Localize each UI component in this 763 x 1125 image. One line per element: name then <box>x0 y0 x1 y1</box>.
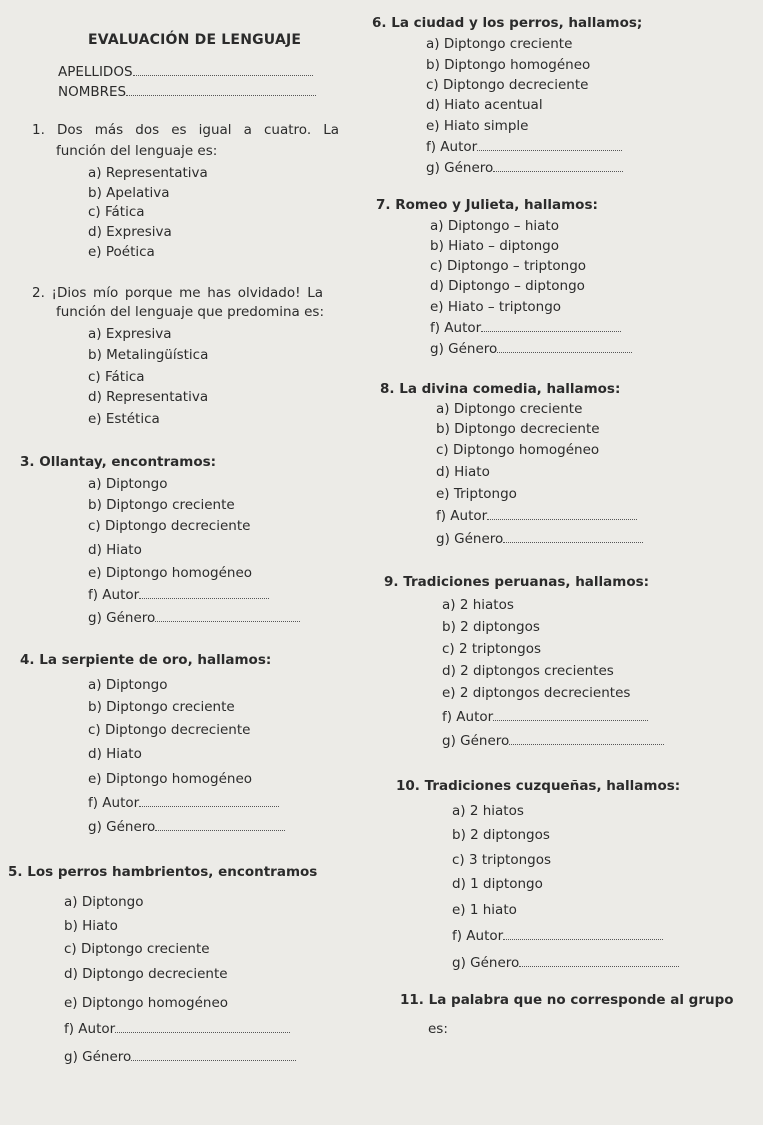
page-title: EVALUACIÓN DE LENGUAJE <box>88 32 302 48</box>
q7-prompt: 7. Romeo y Julieta, hallamos: <box>376 197 598 213</box>
q5-option-g[interactable] <box>64 1048 296 1066</box>
q10-genero-blank[interactable] <box>519 954 679 967</box>
q8-genero-blank[interactable] <box>503 530 643 543</box>
q9-autor-blank[interactable] <box>493 708 648 721</box>
q8-autor-blank[interactable] <box>487 507 637 520</box>
q4-option-e[interactable]: e) Diptongo homogéneo <box>88 771 253 787</box>
q8-option-b[interactable]: b) Diptongo decreciente <box>436 421 600 437</box>
q3-option-f-label: f) Autor <box>88 587 140 603</box>
q4-option-g-label: g) Género <box>88 819 156 835</box>
nombres-field[interactable] <box>58 83 316 101</box>
q3-option-f[interactable] <box>88 586 269 604</box>
q5-option-d[interactable]: d) Diptongo decreciente <box>64 966 228 982</box>
q10-option-c[interactable]: c) 3 triptongos <box>452 852 551 868</box>
q7-option-f[interactable] <box>430 319 621 337</box>
q5-option-b[interactable]: b) Hiato <box>64 918 118 934</box>
q10-option-a[interactable]: a) 2 hiatos <box>452 803 524 819</box>
nombres-blank[interactable] <box>126 83 316 96</box>
q2-prompt-line1: 2. ¡Dios mío porque me has olvidado! La <box>32 285 323 301</box>
q6-option-g-label: g) Género <box>426 160 494 176</box>
q5-option-f[interactable] <box>64 1020 290 1038</box>
q8-option-f-label: f) Autor <box>436 508 488 524</box>
q2-option-a[interactable]: a) Expresiva <box>88 326 172 342</box>
q9-option-g[interactable] <box>442 732 664 750</box>
q6-option-b[interactable]: b) Diptongo homogéneo <box>426 57 591 73</box>
q8-option-g[interactable] <box>436 530 643 548</box>
q6-option-a[interactable]: a) Diptongo creciente <box>426 36 573 52</box>
q10-prompt: 10. Tradiciones cuzqueñas, hallamos: <box>396 778 681 794</box>
q1-option-b[interactable]: b) Apelativa <box>88 185 170 201</box>
q8-option-c[interactable]: c) Diptongo homogéneo <box>436 442 600 458</box>
q10-autor-blank[interactable] <box>503 927 663 940</box>
q10-option-d[interactable]: d) 1 diptongo <box>452 876 543 892</box>
q5-option-f-label: f) Autor <box>64 1021 116 1037</box>
q7-option-g[interactable] <box>430 340 632 358</box>
q4-option-d[interactable]: d) Hiato <box>88 746 142 762</box>
q10-option-f[interactable] <box>452 927 663 945</box>
q7-option-c[interactable]: c) Diptongo – triptongo <box>430 258 587 274</box>
q8-option-d[interactable]: d) Hiato <box>436 464 490 480</box>
q2-option-b[interactable]: b) Metalingüística <box>88 347 209 363</box>
q9-option-c[interactable]: c) 2 triptongos <box>442 641 541 657</box>
q10-option-e[interactable]: e) 1 hiato <box>452 902 517 918</box>
q6-genero-blank[interactable] <box>493 159 623 172</box>
q7-option-e[interactable]: e) Hiato – triptongo <box>430 299 562 315</box>
q1-prompt-line2: función del lenguaje es: <box>56 143 218 159</box>
q6-option-g[interactable] <box>426 159 623 177</box>
q8-prompt: 8. La divina comedia, hallamos: <box>380 381 621 397</box>
q3-option-d[interactable]: d) Hiato <box>88 542 142 558</box>
q3-autor-blank[interactable] <box>139 586 269 599</box>
q8-option-f[interactable] <box>436 507 637 525</box>
q2-option-e[interactable]: e) Estética <box>88 411 160 427</box>
q4-autor-blank[interactable] <box>139 794 279 807</box>
q5-option-e[interactable]: e) Diptongo homogéneo <box>64 995 229 1011</box>
q9-option-a[interactable]: a) 2 hiatos <box>442 597 514 613</box>
q3-prompt: 3. Ollantay, encontramos: <box>20 454 217 470</box>
q4-option-c[interactable]: c) Diptongo decreciente <box>88 722 251 738</box>
q3-option-g[interactable] <box>88 609 300 627</box>
q10-option-g[interactable] <box>452 954 679 972</box>
q5-option-a[interactable]: a) Diptongo <box>64 894 144 910</box>
q6-prompt: 6. La ciudad y los perros, hallamos; <box>372 15 643 31</box>
q3-genero-blank[interactable] <box>155 609 300 622</box>
q5-genero-blank[interactable] <box>131 1048 296 1061</box>
q4-genero-blank[interactable] <box>155 818 285 831</box>
q3-option-b[interactable]: b) Diptongo creciente <box>88 497 235 513</box>
q10-option-g-label: g) Género <box>452 955 520 971</box>
q9-option-f-label: f) Autor <box>442 709 494 725</box>
q2-option-c[interactable]: c) Fática <box>88 369 145 385</box>
q6-autor-blank[interactable] <box>477 138 622 151</box>
q7-autor-blank[interactable] <box>481 319 621 332</box>
q7-option-f-label: f) Autor <box>430 320 482 336</box>
q3-option-a[interactable]: a) Diptongo <box>88 476 168 492</box>
q6-option-f-label: f) Autor <box>426 139 478 155</box>
q6-option-d[interactable]: d) Hiato acentual <box>426 97 543 113</box>
q2-option-d[interactable]: d) Representativa <box>88 389 209 405</box>
q4-prompt: 4. La serpiente de oro, hallamos: <box>20 652 272 668</box>
q9-option-d[interactable]: d) 2 diptongos crecientes <box>442 663 614 679</box>
q9-option-g-label: g) Género <box>442 733 510 749</box>
q8-option-a[interactable]: a) Diptongo creciente <box>436 401 583 417</box>
q9-option-e[interactable]: e) 2 diptongos decrecientes <box>442 685 631 701</box>
q4-option-f-label: f) Autor <box>88 795 140 811</box>
q3-option-c[interactable]: c) Diptongo decreciente <box>88 518 251 534</box>
q10-option-f-label: f) Autor <box>452 928 504 944</box>
q10-option-b[interactable]: b) 2 diptongos <box>452 827 550 843</box>
q4-option-b[interactable]: b) Diptongo creciente <box>88 699 235 715</box>
q7-genero-blank[interactable] <box>497 340 632 353</box>
q11-prompt-line2: es: <box>428 1021 448 1037</box>
q7-option-d[interactable]: d) Diptongo – diptongo <box>430 278 585 294</box>
q5-prompt: 5. Los perros hambrientos, encontramos <box>8 864 318 880</box>
q2-prompt-line2: función del lenguaje que predomina es: <box>56 304 325 320</box>
q7-option-a[interactable]: a) Diptongo – hiato <box>430 218 559 234</box>
apellidos-field[interactable] <box>58 63 313 81</box>
q5-option-c[interactable]: c) Diptongo creciente <box>64 941 210 957</box>
q11-prompt-line1: 11. La palabra que no corresponde al grupo <box>400 992 734 1008</box>
q1-option-a[interactable]: a) Representativa <box>88 165 208 181</box>
nombres-label: NOMBRES <box>58 84 127 100</box>
q4-option-g[interactable] <box>88 818 285 836</box>
q9-genero-blank[interactable] <box>509 732 664 745</box>
q4-option-f[interactable] <box>88 794 279 812</box>
q7-option-g-label: g) Género <box>430 341 498 357</box>
q9-option-b[interactable]: b) 2 diptongos <box>442 619 540 635</box>
q3-option-g-label: g) Género <box>88 610 156 626</box>
q8-option-g-label: g) Género <box>436 531 504 547</box>
q1-prompt-line1: 1. Dos más dos es igual a cuatro. La <box>32 122 339 138</box>
q5-autor-blank[interactable] <box>115 1020 290 1033</box>
q3-option-e[interactable]: e) Diptongo homogéneo <box>88 565 253 581</box>
q8-option-e[interactable]: e) Triptongo <box>436 486 517 502</box>
apellidos-blank[interactable] <box>133 63 313 76</box>
q1-option-c[interactable]: c) Fática <box>88 204 145 220</box>
q7-option-b[interactable]: b) Hiato – diptongo <box>430 238 560 254</box>
q6-option-f[interactable] <box>426 138 622 156</box>
q6-option-e[interactable]: e) Hiato simple <box>426 118 529 134</box>
q9-option-f[interactable] <box>442 708 648 726</box>
q1-option-e[interactable]: e) Poética <box>88 244 155 260</box>
q4-option-a[interactable]: a) Diptongo <box>88 677 168 693</box>
q5-option-g-label: g) Género <box>64 1049 132 1065</box>
apellidos-label: APELLIDOS <box>58 64 133 80</box>
q1-option-d[interactable]: d) Expresiva <box>88 224 172 240</box>
q9-prompt: 9. Tradiciones peruanas, hallamos: <box>384 574 650 590</box>
q6-option-c[interactable]: c) Diptongo decreciente <box>426 77 589 93</box>
